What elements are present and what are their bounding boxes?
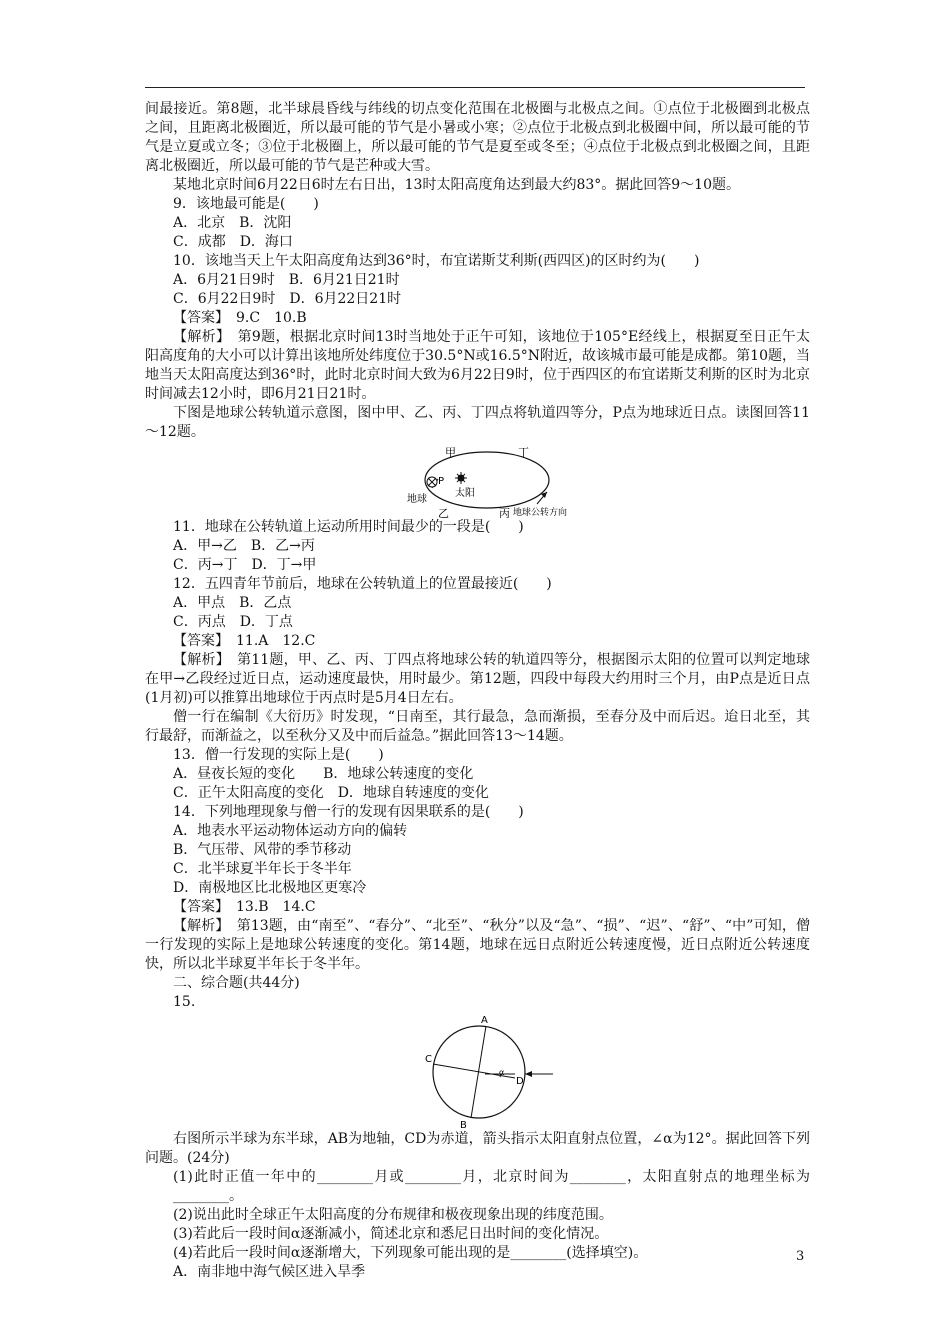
page-content <box>145 100 810 1282</box>
q15-part3: (3)若此后一段时间α逐渐减小，简述北京和悉尼日出时间的变化情况。 <box>173 1226 609 1242</box>
q14-stem: 14．下列地理现象与僧一行的发现有因果联系的是( ) <box>173 804 524 820</box>
q15-number: 15. <box>173 994 196 1010</box>
header-rule <box>145 87 805 88</box>
intro-q11-12: 下图是地球公转轨道示意图，图中甲、乙、丙、丁四点将轨道四等分，P点为地球近日点。读图回答11～12题。 <box>145 405 810 440</box>
answer-11-12: 【答案】 11.A 12.C <box>173 633 316 649</box>
orbit-figure <box>145 442 810 518</box>
q11-options-cd: C．丙→丁 D．丁→甲 <box>173 557 317 573</box>
label-jia: 甲 <box>445 446 456 459</box>
sun-symbol <box>455 472 467 484</box>
q13-stem: 13．僧一行发现的实际上是( ) <box>173 747 384 763</box>
q15-part2: (2)说出此时全球正午太阳高度的分布规律和极夜现象出现的纬度范围。 <box>173 1207 613 1223</box>
intro-q9-10: 某地北京时间6月22日6时左右日出，13时太阳高度角达到最大约83°。据此回答9～10题。 <box>173 177 740 193</box>
q12-options-ab: A．甲点 B．乙点 <box>173 595 292 611</box>
label-c: C <box>425 1054 432 1065</box>
q10-options-cd: C．6月22日9时 D．6月22日21时 <box>173 291 402 307</box>
q9-stem: 9．该地最可能是( ) <box>173 196 319 212</box>
label-yi: 乙 <box>438 507 449 518</box>
q15-intro: 右图所示半球为东半球，AB为地轴，CD为赤道，箭头指示太阳直射点位置，∠α为12°。据此回答下列问题。(24分) <box>145 1131 810 1166</box>
q11-stem: 11．地球在公转轨道上运动所用时间最少的一段是( ) <box>173 519 524 535</box>
paragraph-explanation-q8: 间最接近。第8题，北半球晨昏线与纬线的切点变化范围在北极圈与北极点之间。①点位于北极圈到北极点之间，且距离北极圈近，所以最可能的节气是小暑或小寒；②点位于北极点到北极圈中间，所以最可能的节气是立夏或立冬；③位于北极圈上，所以最可能的节气是夏至或冬至；④点位于北极点到北极圈之间，且距离北极圈近，所以最可能的节气是芒种或大雪。 <box>145 101 810 174</box>
answer-13-14: 【答案】 13.B 14.C <box>173 899 316 915</box>
explanation-11-12: 【解析】 第11题，甲、乙、丙、丁四点将地球公转的轨道四等分，根据图示太阳的位置可以判定地球在甲→乙段经过近日点，运动速度最快，用时最少。第12题，四段中每段大约用时三个月，由P点是近日点(1月初)可以推算出地球位于丙点时是5月4日左右。 <box>145 652 810 706</box>
hemisphere-figure <box>145 1012 810 1130</box>
explanation-9-10: 【解析】 第9题，根据北京时间13时当地处于正午可知，该地位于105°E经线上，根据夏至日正午太阳高度角的大小可以计算出该地所处纬度位于30.5°N或16.5°N附近，故该城市最可能是成都。第10题，当地当天太阳高度达到36°时，此时北京时间大致为6月22日9时，位于西四区的布宜诺斯艾利斯的区时为北京时间减去12小时，即6月21日21时。 <box>145 329 810 402</box>
q14-option-b: B．气压带、风带的季节移动 <box>173 842 352 858</box>
intro-q13-14: 僧一行在编制《大衍历》时发现，“日南至，其行最急，急而渐损，至春分及中而后迟。迨日北至，其行最舒，而渐益之，以至秋分又及中而后益急。”据此回答13～14题。 <box>145 709 810 744</box>
page-number: 3 <box>796 1249 805 1264</box>
q10-stem: 10．该地当天上午太阳高度角达到36°时，布宜诺斯艾利斯(西四区)的区时约为( ) <box>173 253 700 269</box>
label-ding: 丁 <box>518 446 529 459</box>
label-b: B <box>460 1120 467 1130</box>
q14-option-a: A．地表水平运动物体运动方向的偏转 <box>173 823 408 839</box>
q13-options-ab: A．昼夜长短的变化 B．地球公转速度的变化 <box>173 766 474 782</box>
q15-part1: (1)此时正值一年中的________月或________月，北京时间为________，太阳直射点的地理坐标为________。 <box>173 1169 810 1204</box>
q14-option-c: C．北半球夏半年长于冬半年 <box>173 861 352 877</box>
label-earth: 地球 <box>407 494 427 505</box>
q12-options-cd: C．丙点 D．丁点 <box>173 614 293 630</box>
label-alpha: α <box>499 1068 505 1077</box>
explanation-13-14: 【解析】 第13题，由“南至”、“春分”、“北至”、“秋分”以及“急”、“损”、“迟”、“舒”、“中”可知，僧一行发现的实际上是地球公转速度的变化。第14题，地球在远日点附近公转速度慢，近日点附近公转速度快，所以北半球夏半年长于冬半年。 <box>145 918 810 972</box>
q11-options-ab: A．甲→乙 B．乙→丙 <box>173 538 315 554</box>
label-direction: 地球公转方向 <box>513 508 568 518</box>
orbit-diagram <box>145 442 810 518</box>
sun-arrow-head <box>525 1071 532 1077</box>
q15-part4-option-a: A．南非地中海气候区进入旱季 <box>173 1264 366 1280</box>
q13-options-cd: C．正午太阳高度的变化 D．地球自转速度的变化 <box>173 785 489 801</box>
q14-option-d: D．南极地区比北极地区更寒冷 <box>173 880 367 896</box>
label-d: D <box>516 1076 524 1087</box>
q12-stem: 12．五四青年节前后，地球在公转轨道上的位置最接近( ) <box>173 576 552 592</box>
label-a: A <box>481 1015 488 1026</box>
q10-options-ab: A．6月21日9时 B．6月21日21时 <box>173 272 400 288</box>
label-bing: 丙 <box>499 507 510 518</box>
answer-9-10: 【答案】 9.C 10.B <box>173 310 307 326</box>
label-sun: 太阳 <box>455 488 475 499</box>
hemisphere-diagram <box>145 1012 810 1130</box>
q9-options-ab: A．北京 B．沈阳 <box>173 215 292 231</box>
label-p: P <box>438 476 445 487</box>
q15-part4: (4)若此后一段时间α逐渐增大，下列现象可能出现的是________(选择填空)。 <box>173 1245 648 1261</box>
q9-options-cd: C．成都 D．海口 <box>173 234 293 250</box>
section-heading: 二、综合题(共44分) <box>173 975 300 991</box>
